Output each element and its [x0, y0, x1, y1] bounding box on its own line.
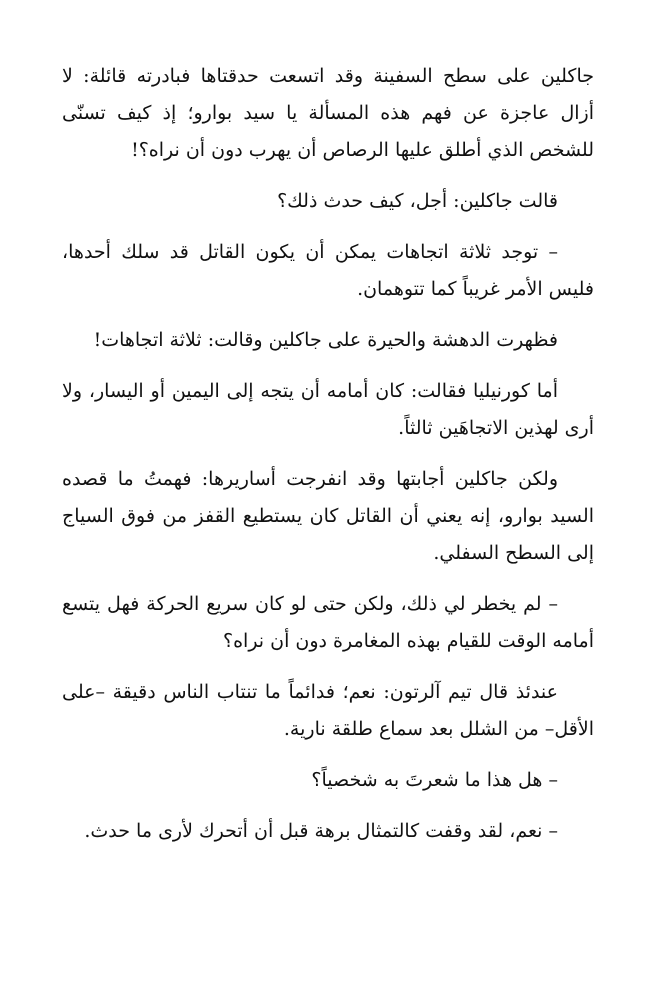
paragraph-6: ولكن جاكلين أجابتها وقد انفرجت أساريرها: فهمتُ ما قصده السيد بوارو، إنه يعني أن القاتل كان يستطيع القفز من فوق السياج إلى السطح السفلي.	[62, 468, 594, 564]
paragraph-2: قالت جاكلين: أجل، كيف حدث ذلك؟	[277, 190, 558, 212]
paragraph-5: أما كورنيليا فقالت: كان أمامه أن يتجه إلى اليمين أو اليسار، ولا أرى لهذين الاتجاهَين ثالثاً.	[62, 380, 594, 439]
paragraph-1: جاكلين على سطح السفينة وقد اتسعت حدقتاها فبادرته قائلة: لا أزال عاجزة عن فهم هذه المسألة يا سيد بوارو؛ إذ كيف تسنّى للشخص الذي أطلق عليها الرصاص أن يهرب دون أن نراه؟!	[62, 65, 594, 161]
paragraph-3: – توجد ثلاثة اتجاهات يمكن أن يكون القاتل قد سلك أحدها، فليس الأمر غريباً كما تتوهمان.	[62, 241, 594, 300]
paragraph-7: – لم يخطر لي ذلك، ولكن حتى لو كان سريع الحركة فهل يتسع أمامه الوقت للقيام بهذه المغامرة دون أن نراه؟	[62, 593, 594, 652]
paragraph-8: عندئذ قال تيم آلرتون: نعم؛ فدائماً ما تنتاب الناس دقيقة –على الأقل– من الشلل بعد سماع طلقة نارية.	[62, 681, 594, 740]
paragraph-4: فظهرت الدهشة والحيرة على جاكلين وقالت: ثلاثة اتجاهات!	[93, 329, 558, 351]
paragraph-10: – نعم، لقد وقفت كالتمثال برهة قبل أن أتحرك لأرى ما حدث.	[84, 820, 558, 842]
paragraph-9: – هل هذا ما شعرتَ به شخصياً؟	[311, 769, 558, 791]
document-page	[62, 58, 594, 864]
